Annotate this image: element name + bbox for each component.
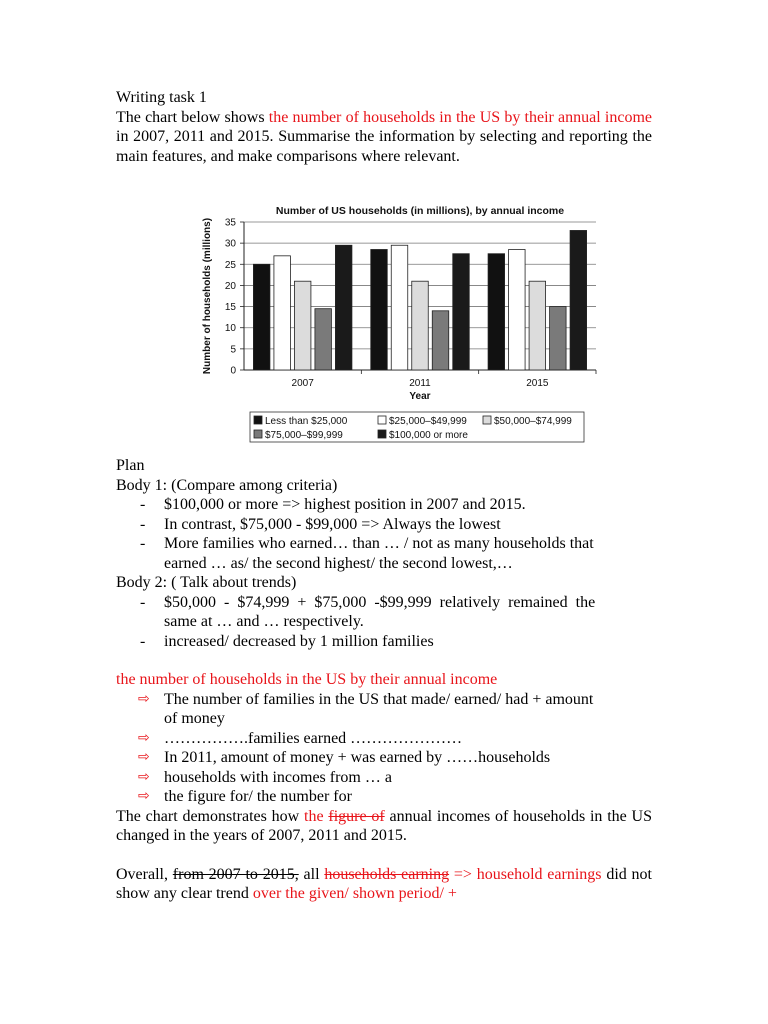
bar (371, 249, 388, 370)
spacer (116, 651, 652, 670)
y-tick-label: 0 (230, 365, 236, 377)
y-tick-label: 10 (224, 323, 236, 335)
bar (529, 281, 546, 370)
bar (412, 281, 429, 370)
legend-label: $75,000–$99,999 (265, 430, 343, 441)
body1-item: - In contrast, $75,000 - $99,000 => Always the lowest (140, 515, 501, 533)
bar (453, 254, 470, 370)
bar (509, 249, 526, 370)
bar (274, 256, 291, 370)
legend-label: $25,000–$49,999 (389, 416, 467, 427)
phrase-item-continued: of money (164, 710, 225, 727)
x-tick-label: 2007 (291, 378, 314, 389)
y-axis-label: Number of households (millions) (202, 217, 213, 375)
bar-chart (198, 200, 664, 460)
body1-item: - More families who earned… than … / not as many households that (140, 535, 594, 552)
phrase-item: ⇨ …………….families earned ………………… (138, 729, 463, 747)
body2-item: - increased/ decreased by 1 million families (140, 632, 434, 650)
bar (315, 309, 332, 370)
phrases-title: the number of households in the US by their annual income (116, 671, 498, 688)
task-paragraph: The chart below shows the number of households in the US by their annual income in 2007, 2011 and 2015. Summarise the information by selecting and reporting the main features, and make comparisons where relevant. (116, 108, 652, 165)
bar (550, 307, 567, 370)
legend-label: Less than $25,000 (265, 416, 348, 427)
bar (488, 254, 505, 370)
paragraph-2: The chart demonstrates how the figure of annual incomes of households in the US changed in the years of 2007, 2011 and 2015. (116, 807, 652, 844)
y-tick-label: 25 (224, 259, 236, 271)
phrase-item: ⇨ The number of families in the US that made/ earned/ had + amount (138, 690, 594, 708)
chart-figure (198, 200, 664, 460)
x-axis-label: Year (409, 391, 431, 402)
legend-swatch (254, 430, 262, 438)
body1-item: - $100,000 or more => highest position in 2007 and 2015. (140, 496, 526, 513)
legend-label: $50,000–$74,999 (494, 416, 572, 427)
y-tick-label: 35 (224, 217, 236, 229)
body2-item-continued: same at … and … respectively. (164, 613, 364, 630)
body2-title: Body 2: ( Talk about trends) (116, 574, 297, 591)
legend-swatch (483, 416, 491, 424)
legend-swatch (378, 430, 386, 438)
y-tick-label: 15 (224, 302, 236, 314)
bar (294, 281, 311, 370)
x-tick-label: 2015 (526, 378, 549, 389)
body1-title: Body 1: (Compare among criteria) (116, 476, 338, 494)
bar (570, 230, 587, 370)
bar (253, 264, 270, 370)
legend-label: $100,000 or more (389, 430, 468, 441)
paragraph-3: Overall, from 2007 to 2015, all households earning => household earnings did not show any clear trend over the given/ shown period/ + (116, 865, 652, 902)
chart-title: Number of US households (in millions), by annual income (275, 205, 565, 217)
body2-item: - $50,000 - $74,999 + $75,000 -$99,999 relatively remained the (140, 593, 596, 611)
task-highlight: the number of households in the US by their annual income (268, 108, 652, 126)
legend-swatch (254, 416, 262, 424)
x-tick-label: 2011 (409, 378, 431, 389)
task-heading: Writing task 1 (116, 89, 207, 106)
phrase-item: ⇨ the figure for/ the number for (138, 788, 352, 805)
plan-title: Plan (116, 457, 145, 474)
legend-swatch (378, 416, 386, 424)
body1-item-continued: earned … as/ the second highest/ the second lowest,… (164, 554, 513, 572)
y-tick-label: 30 (224, 238, 236, 250)
phrase-item: ⇨ In 2011, amount of money + was earned by ……households (138, 749, 551, 766)
bar (432, 311, 449, 370)
bar (391, 245, 408, 370)
y-tick-label: 5 (230, 344, 236, 356)
spacer (116, 846, 652, 865)
y-tick-label: 20 (224, 280, 236, 292)
bar (335, 245, 352, 370)
phrase-item: ⇨ households with incomes from … a (138, 768, 392, 786)
